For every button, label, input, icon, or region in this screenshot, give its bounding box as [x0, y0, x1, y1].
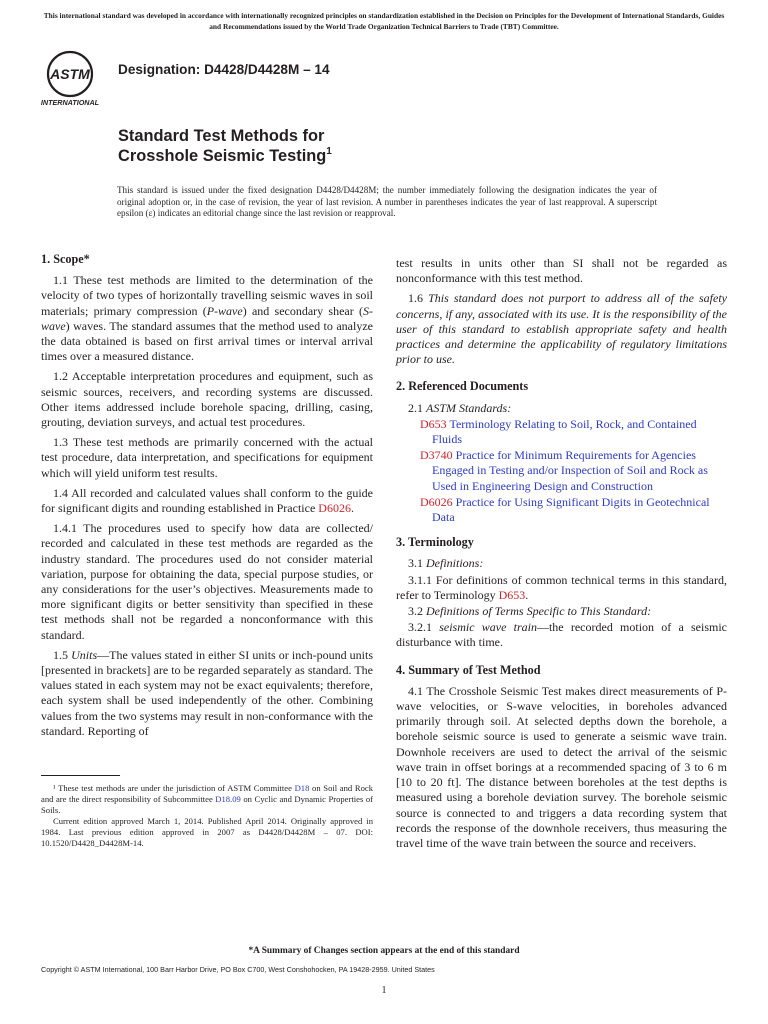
section-heading-terminology: 3. Terminology [396, 535, 474, 550]
paragraph-3-1-1: 3.1.1 For definitions of common technical terms in this standard, refer to Terminology D653. [396, 572, 727, 602]
paragraph-2-1: 2.1 ASTM Standards: [408, 400, 512, 415]
copyright-line: Copyright © ASTM International, 100 Barr Harbor Drive, PO Box C700, West Conshohocken, PA 19428-2959. United States [41, 965, 435, 974]
paragraph-3-2-1: 3.2.1 seismic wave train—the recorded motion of a seismic disturbance with time. [396, 620, 727, 650]
title-footnote-mark: 1 [326, 146, 332, 157]
page-number: 1 [381, 985, 387, 996]
preamble: This standard is issued under the fixed designation D4428/D4428M; the number immediately following the designation indicates the year of original adoption or, in the case of revision, the year of last revision. A number in parentheses indicates the year of last reapproval. A superscript epsilon (ε) indicates an editorial change since the last revision or reapproval. [117, 185, 657, 219]
reference-item [396, 417, 727, 447]
link-d653[interactable]: D653 [498, 587, 526, 602]
link-committee-d18[interactable]: D18 [294, 783, 310, 793]
reference-code[interactable]: D3740 [420, 448, 453, 463]
paragraph-1-6: 1.6 This standard does not purport to address all of the safety concerns, if any, associated with its use. It is the responsibility of the user of this standard to establish appropriate safety and health practices and determine the applicability of regulatory limitations prior to use. [396, 291, 727, 367]
paragraph-3-1: 3.1 Definitions: [408, 556, 484, 571]
footnote-edition: Current edition approved March 1, 2014. Published April 2014. Originally approved in 1984. Last previous edition approved in 2007 as D4428/D4428M – 07. DOI: 10.1520/D4428_D4428M-14. [41, 816, 373, 848]
link-d6026[interactable]: D6026 [318, 501, 351, 516]
reference-code[interactable]: D6026 [420, 494, 453, 509]
paragraph-1-5: 1.5 Units—The values stated in either SI units or inch-pound units [presented in brackets] are to be regarded separately as standard. The values stated in each system may not be exact equivalents; therefore, each system shall be used independently of the other. Combining values from the two systems may result in non-conformance with the standard. Reporting of [41, 647, 374, 738]
reference-code[interactable]: D653 [420, 416, 447, 431]
link-subcommittee-d18-09[interactable]: D18.09 [215, 794, 241, 804]
title-line-1: Standard Test Methods for [118, 127, 325, 145]
reference-item [396, 448, 727, 494]
section-heading-scope: 1. Scope* [41, 252, 90, 266]
paragraph-1-4-1: 1.4.1 The procedures used to specify how data are collected/ recorded and calculated in these test methods are regarded as the industry standard. The procedures used do not consider material variation, purpose for obtaining the data, special purpose studies, or any considerations for the user’s objectives. Measurements made to more significant digits or better sensitivity than specified in these test methods shall not be regarded a nonconformance with this standard. [41, 521, 373, 642]
section-heading-referenced-documents: 2. Referenced Documents [396, 379, 529, 394]
left-column [41, 252, 373, 744]
paragraph-4-1: 4.1 The Crosshole Seismic Test makes direct measurements of P-wave velocities, or S-wave velocities, in boreholes advanced primarily through soil. At selected depths down the borehole, a borehole seismic source is used to generate a seismic wave train. Downhole receivers are used to detect the arrival of the seismic wave train in offset borings at a recommended spacing of 3 to 6 m [10 to 20 ft]. The distance between boreholes at the test depths is measured using a borehole deviation survey. The borehole seismic source is connected to and triggers a data recording system that records the response of the downhole receivers, thus measuring the travel time of the wave train between the source and receivers. [396, 683, 727, 850]
summary-of-changes-note: *A Summary of Changes section appears at the end of this standard [248, 946, 520, 956]
paragraph-1-1: 1.1 These test methods are limited to the determination of the velocity of two types of horizontally travelling seismic waves in soil materials; primary compression (P-wave) and secondary shear (S-wave) waves. The standard assumes that the method used to analyze the data obtained is based on first arrival times or interval arrival times over a measured distance. [41, 273, 374, 364]
footnote-divider [41, 775, 120, 776]
designation: Designation: D4428/D4428M – 14 [118, 62, 330, 77]
paragraph-3-2: 3.2 Definitions of Terms Specific to This Standard: [408, 604, 652, 619]
astm-logo-icon [40, 48, 112, 108]
paragraph-1-5-continued: test results in units other than SI shall not be regarded as nonconformance with this test method. [396, 256, 727, 286]
svg-text:ASTM: ASTM [50, 66, 90, 82]
reference-title[interactable]: Practice for Using Significant Digits in Geotechnical Data [432, 494, 710, 525]
footnotes [41, 783, 373, 849]
footnote-1: ¹ These test methods are under the jurisdiction of ASTM Committee D18 on Soil and Rock and are the direct responsibility of Subcommittee D18.09 on Cyclic and Dynamic Properties of Soils. [41, 783, 373, 815]
document-title [118, 126, 332, 166]
reference-title[interactable]: Practice for Minimum Requirements for Agencies Engaged in Testing and/or Inspection of Soil and Rock as Used in Engineering Design and Construction [432, 448, 708, 493]
standardization-notice: This international standard was developed in accordance with internationally recognized principles on standardization established in the Decision on Principles for the Development of International Standards, Guides and Recommendations issued by the World Trade Organization Technical Barriers to Trade (TBT) Committee. [43, 11, 725, 31]
title-line-2: Crosshole Seismic Testing$^1$ [118, 146, 332, 165]
paragraph-1-2: 1.2 Acceptable interpretation procedures and equipment, such as seismic sources, receivers, and recording systems are discussed. Other items addressed include borehole spacing, drilling, casing, grouting, deviation surveys, and actual test procedures. [41, 369, 373, 430]
right-column [396, 256, 727, 856]
section-heading-summary: 4. Summary of Test Method [396, 662, 541, 677]
svg-text:INTERNATIONAL: INTERNATIONAL [40, 98, 100, 107]
reference-title[interactable]: Terminology Relating to Soil, Rock, and Contained Fluids [432, 416, 697, 447]
paragraph-1-3: 1.3 These test methods are primarily concerned with the actual test procedure, data interpretation, and specifications for equipment which will yield uniform test results. [41, 435, 373, 480]
reference-item [396, 495, 727, 525]
paragraph-1-4: 1.4 All recorded and calculated values shall conform to the guide for significant digits and rounding established in Practice D6026. [41, 485, 373, 516]
